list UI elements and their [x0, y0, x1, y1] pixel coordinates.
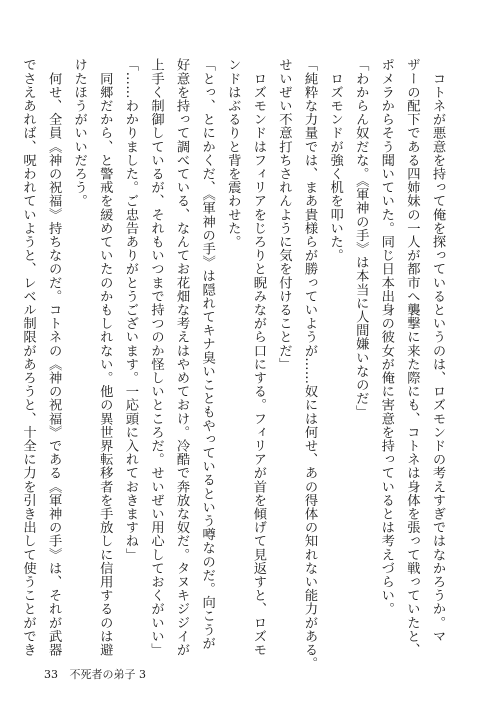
- text-line: 「とっ、とにかくだ、《軍神の手》は隠れてキナ臭いこともやっているという噂なのだ。向こうが: [199, 58, 215, 650]
- text-line: 「……わかりました。ご忠告ありがとうございます。一応頭に入れておきますね」: [122, 58, 138, 562]
- text-line: 上手く制御しているが、それもいつまで持つのか怪しいところだ。せいぜい用心しておくがいい」: [148, 58, 164, 657]
- text-line: 同郷だから、と警戒を緩めていたのかもしれない。他の異世界転移者を手放しに信用するのは避: [97, 58, 113, 657]
- text-line: 「純粋な力量では、まあ貴様らが勝っていようが……奴には何せ、あの得体の知れない能力がある。: [302, 58, 318, 670]
- page-number: 33: [44, 668, 58, 681]
- text-line: ポメラからそう聞いていた。同じ日本出身の彼女が俺に害意を持っているとは考えづらい。: [378, 58, 394, 616]
- text-line: ロズモンドが強く机を叩いた。: [327, 58, 343, 262]
- book-title: 不死者の弟子 3: [69, 668, 146, 681]
- text-line: ンドはぶるりと背を震わせた。: [225, 58, 241, 249]
- text-line: コトネが悪意を持って俺を探っているというのは、ロズモンドの考えすぎではなかろうか。マ: [430, 58, 445, 643]
- text-line: 「わからん奴だな。《軍神の手》は本当に人間嫌いなのだ」: [353, 58, 369, 419]
- text-line: けたほうがいいだろう。: [71, 58, 87, 208]
- page-footer: [44, 666, 146, 682]
- text-line: でさえあれば、呪われていようと、レベル制限があろうと、十全に力を引き出して使うことができ: [20, 58, 36, 657]
- text-line: 好意を持って調べている、なんてお花畑な考えはやめておけ。冷酷で奔放な奴だ。タヌキジジイが: [174, 58, 190, 657]
- text-line: ロズモンドはフィリアをじろりと睨みながら口にする。フィリアが首を傾げて見返すと、ロズモ: [250, 58, 266, 657]
- vertical-text-body: [20, 58, 450, 670]
- text-line: ザーの配下である四姉妹の一人が都市へ襲撃に来た際にも、コトネは身体を張って戦っていたと、: [404, 58, 420, 657]
- text-line: せいぜい不意打ちされんように気を付けることだ」: [276, 58, 292, 371]
- text-line: 何せ、全員《神の祝福》持ちなのだ。コトネの《神の祝福》である《軍神の手》は、それが武器: [46, 58, 62, 657]
